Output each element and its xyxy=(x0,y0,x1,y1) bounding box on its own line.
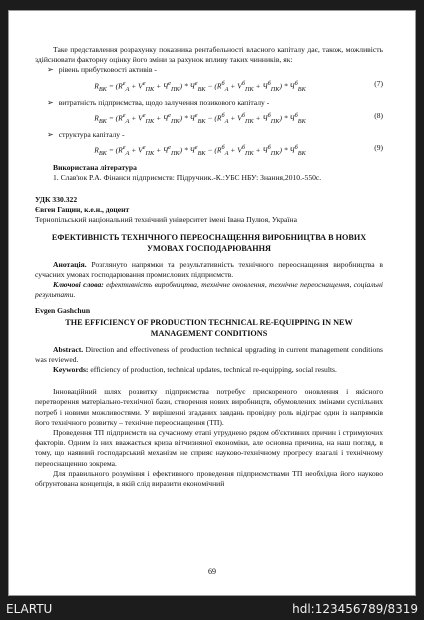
footer-bar xyxy=(0,600,424,620)
footer-repository-label: ELARTU xyxy=(6,602,53,616)
page-number: 69 xyxy=(208,567,216,576)
keywords-en xyxy=(35,365,383,375)
keywords-en-text: efficiency of production, technical updates, technical re-equipping, social results. xyxy=(90,365,337,375)
abstract-en-text: Direction and effectiveness of production technical upgrading in current management conditions was reviewed. xyxy=(35,344,383,364)
keywords-ua-label: Ключові слова: xyxy=(53,280,104,290)
abstract-ua-label: Анотація. xyxy=(53,259,87,269)
formula-9-number: (9) xyxy=(374,143,383,153)
keywords-en-label: Keywords: xyxy=(53,365,89,375)
author-en: Evgen Gashchun xyxy=(35,306,91,316)
formula-8 xyxy=(35,111,383,127)
abstract-en-label: Abstract. xyxy=(53,344,84,354)
title-ua: ЕФЕКТИВНІСТЬ ТЕХНІЧНОГО ПЕРЕОСНАЩЕННЯ ВИРОБНИЦТВА В НОВИХ УМОВАХ ГОСПОДАРЮВАННЯ xyxy=(51,232,367,253)
formula-7-number: (7) xyxy=(374,78,383,88)
formula-7 xyxy=(35,79,383,95)
body-paragraph-1: Інноваційний шлях розвитку підприємства потребує прискореного оновлення і якісного перетворення матеріально-технічної бази, створення нових виробництв, обумовлених змінами суспільних потреб і новими можливостями. У вирішенні згаданих завдань провідну роль відіграє один із напрямків його технічного розвитку – технічне переоснащення (ТП). xyxy=(35,387,383,427)
footer-handle-link[interactable]: hdl:123456789/8319 xyxy=(292,602,418,616)
affiliation: Тернопільський національний технічний університет імені Івана Пулюя, Україна xyxy=(35,215,297,225)
title-en: THE EFFICIENCY OF PRODUCTION TECHNICAL RE-EQUIPPING IN NEW MANAGEMENT CONDITIONS xyxy=(65,317,353,338)
formula-7-expression: $R_{BK} = (R^e_A + V^e_{ПК} + Ч^e_{ПК}) * Ч^e_{ВК} - (R^б_A + V^б_{ПК} + Ч^б_{ПК}) * Ч^б_{ВК}$ xyxy=(94,79,306,93)
bullet-borrowed-capital: ➢ витратність підприємства, щодо залучення позикового капіталу - xyxy=(47,98,383,108)
keywords-ua-text: ефективність виробництва, технічне оновлення, технічне переоснащення, соціальні результати. xyxy=(35,280,383,300)
formula-9 xyxy=(35,143,383,159)
author-ua: Євген Гащин, к.е.н., доцент xyxy=(35,205,130,215)
page-content xyxy=(35,45,383,489)
keywords-ua xyxy=(35,280,383,300)
bullet-asset-profitability: ➢ рівень прибутковості активів - xyxy=(47,65,383,75)
document-page xyxy=(8,10,416,596)
abstract-ua-text: Розглянуто напрямки та результативність технічного переоснащення виробництва в сучасних умовах господарювання промислових підприємств. xyxy=(35,259,383,279)
udk-code: УДК 330.322 xyxy=(35,195,78,205)
bullet-capital-structure: ➢ структура капіталу - xyxy=(47,130,383,140)
literature-heading: Використана література xyxy=(53,162,137,172)
abstract-ua xyxy=(35,260,383,280)
body-paragraph-3: Для правильного розуміння і ефективного проведення підприємствами ТП необхідна його науково обґрунтована концепція, в якій слід виразити економічний xyxy=(35,468,383,489)
formula-8-expression: $R_{BK} = (R^e_A + V^e_{ПК} + Ч^e_{ПК}) * Ч^e_{ВК} - (R^б_A + V^б_{ПК} + Ч^б_{ПК}) * Ч^б_{ВК}$ xyxy=(94,112,306,126)
body-paragraph-2: Проведення ТП підприємств на сучасному етапі утруднено рядом об'єктивних причин і стримуючих факторів. Одним із них вважається криза вітчизняної економіки, але основна причина, на наш погляд, в тому, що наявний господарський механізм не сприяє науково-технічному прогресу взагалі і технічному переоснащенню зокрема. xyxy=(35,428,383,468)
intro-paragraph: Таке представлення розрахунку показника рентабельності власного капіталу дає, також, можливість здійснювати факторну оцінку його зміни за рахунок впливу таких чинників, як: xyxy=(35,45,383,65)
formula-8-number: (8) xyxy=(374,111,383,121)
formula-9-expression: $R_{BK} = (R^e_A + V^e_{ПК} + Ч^e_{ПК}) * Ч^e_{ВК} - (R^б_A + V^б_{ПК} + Ч^б_{ПК}) * Ч^б_{ВК}$ xyxy=(94,144,306,158)
abstract-en xyxy=(35,345,383,365)
literature-item: 1. Слав'юк Р.А. Фінанси підприємств: Підручник.-К.:УБС НБУ: Знання,2010.-550с. xyxy=(53,172,322,182)
